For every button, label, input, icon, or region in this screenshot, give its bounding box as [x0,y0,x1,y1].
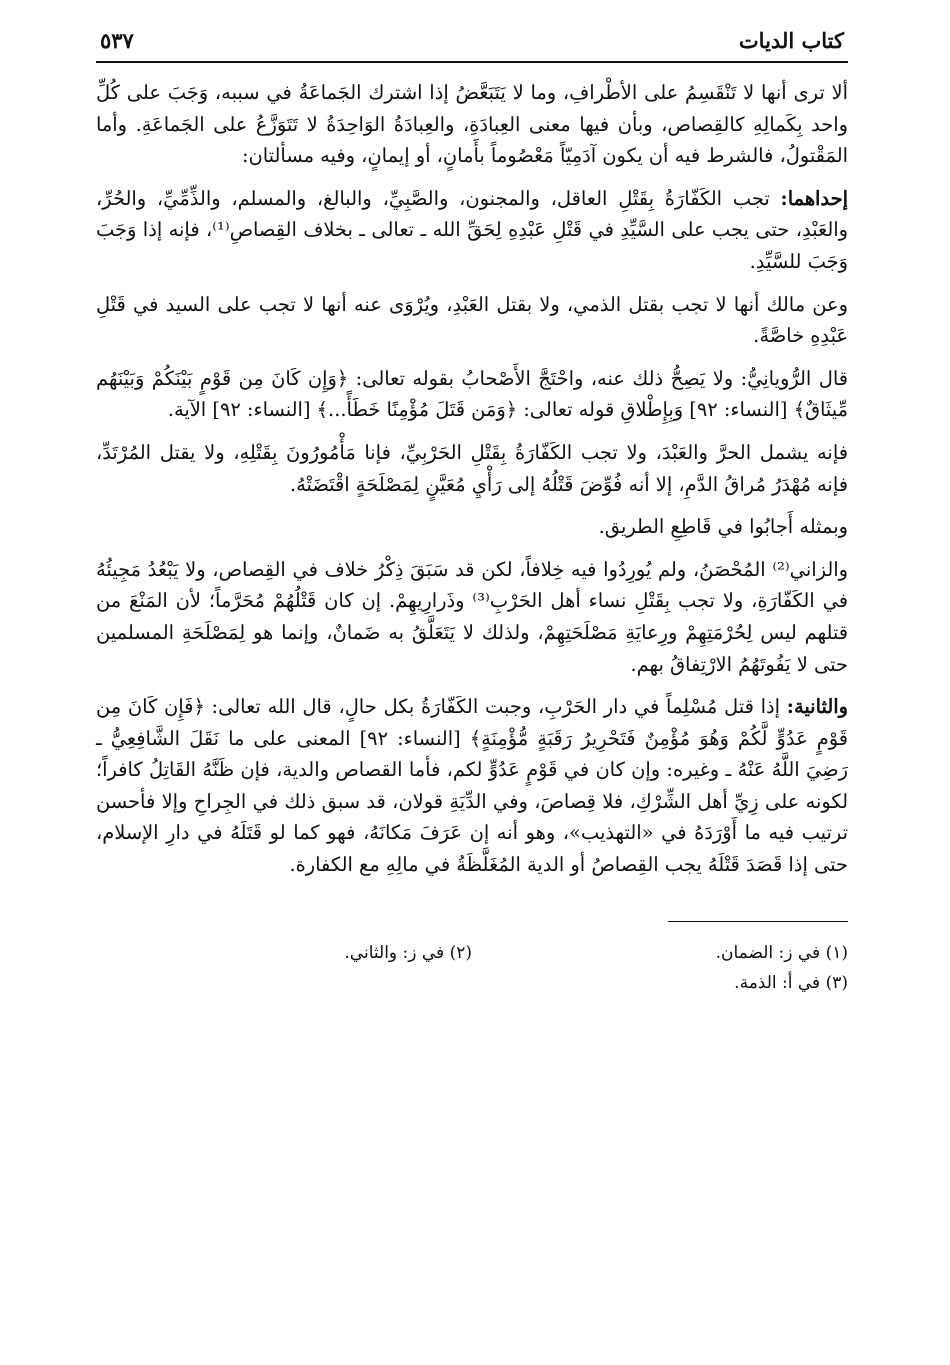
paragraph-lead: إحداهما: [780,186,848,210]
footnote-row [96,968,848,998]
main-text [96,77,848,881]
footnote-3: (٣) في أ: الذمة. [734,972,848,993]
paragraph [96,437,848,500]
paragraph-body: ألا ترى أنها لا تَنْقَسِمُ على الأطْرافِ، وما لا يَتَبَعَّضُ إذا اشترك الجَماعَةُ في سببه، وَجَبَ على كُلِّ واحد بِكَمالِهِ كالقِصاص، وبأن فيها معنى العِبادَةِ، والعِبادَةُ الوَاحِدَةُ لا تَتَوَزَّعُ على الجَماعَةِ. وأما المَقْتولُ، فالشرط فيه أن يكون آدَمِيّاً مَعْصُوماً بأَمانٍ، أو إيمانٍ، وفيه مسألتان: [96,81,848,168]
paragraph-lead: والثانية: [786,695,849,719]
page-number: ٥٣٧ [100,28,134,53]
footnote-row [96,938,848,968]
paragraph [96,77,848,172]
paragraph-body: تجب الكَفّارَةُ بِقَتْلِ العاقل، والمجنون، والصَّبِيِّ، والبالغ، والمسلم، والذِّمِّيِّ، والحُرِّ، والعَبْدِ، حتى يجب على السَّيِّدِ في قَتْلِ عَبْدِهِ لِحَقِّ الله ـ تعالى ـ بخلاف القِصاصِ⁽¹⁾، فإنه إذا وَجَبَ وَجَبَ للسَّيِّدِ. [96,186,848,273]
paragraph [96,691,848,881]
paragraph-body: إذا قتل مُسْلِماً في دار الحَرْبِ، وجبت الكَفّارَةُ بكل حالٍ، قال الله تعالى: ﴿فَإِن كَانَ مِن قَوْمٍ عَدُوٍّ لَّكُمْ وَهُوَ مُؤْمِنٌ فَتَحْرِيرُ رَقَبَةٍ مُّؤْمِنَةٍ﴾ [النساء: ٩٢] المعنى على ما نَقَلَ الشَّافِعِيُّ ـ رَضِيَ اللَّهُ عَنْهُ ـ وغيره: وإن كان في قَوْمٍ عَدُوٍّ لكم، فأما القصاص والدية، فإن ظَنَّهُ القَاتِلُ كافراً؛ لكونه على زِيِّ أهل الشِّرْكِ، فلا قِصاصَ، وفي الدِّيَةِ قولان، قد سبق ذلك في الجِراحِ وإلا فأحسن ترتيب فيه ما أَوْرَدَهُ في «التهذيب»، وهو أنه إن عَرَفَ مَكانَهُ، فهو كما لو قَتَلَهُ في دارِ الإسلام، حتى إذا قَصَدَ قَتْلَهُ يجب القِصاصُ أو الدية المُغَلَّظَةُ في مالِهِ مع الكفارة. [96,695,848,877]
footnote-2: (٢) في ز: والثاني. [344,942,472,963]
footnotes [96,938,848,998]
footnote-divider [668,921,848,922]
paragraph-body: وعن مالك أنها لا تجب بقتل الذمي، ولا بقتل العَبْدِ، ويُرْوَى عنه أنها لا تجب على السيد في قَتْلِ عَبْدِهِ خاصَّةً. [96,292,848,348]
footnote-1: (١) في ز: الضمان. [715,942,848,963]
paragraph [96,511,848,543]
paragraph [96,363,848,426]
paragraph [96,289,848,352]
book-page [96,28,848,998]
paragraph-body: قال الرُّويانِيُّ: ولا يَصِحُّ ذلك عنه، واحْتَجَّ الأَصْحابُ بقوله تعالى: ﴿وَإِن كَانَ مِن قَوْمٍ بَيْنَكُمْ وَبَيْنَهُم مِّيثَاقٌ﴾ [النساء: ٩٢] وَبِإِطْلاقِ قوله تعالى: ﴿وَمَن قَتَلَ مُؤْمِنًا خَطَأً...﴾ [النساء: ٩٢] الآية. [96,366,848,422]
chapter-title: كتاب الديات [738,28,844,53]
paragraph [96,183,848,278]
paragraph-body: والزاني⁽²⁾ المُحْصَنُ، ولم يُورِدُوا فيه خِلافاً، لكن قد سَبَقَ ذِكْرُ خلاف في القِصاص، ولا يَبْعُدُ مَجِيئُهُ في الكَفّارَةِ، ولا تجب بِقَتْلِ نساء أهل الحَرْبِ⁽³⁾ وذَرارِيهِمْ. إن كان قَتْلُهُمْ مُحَرَّماً؛ لأن المَنْعَ من قتلهم ليس لِحُرْمَتِهِمْ ورِعايَةِ مَصْلَحَتِهِمْ، ولذلك لا يَتَعَلَّقُ به ضَمانٌ، وإنما هو لِمَصْلَحَةِ المسلمين حتى لا يَفُوتَهُمُ الارْتِفاقُ بهم. [96,557,849,676]
running-header [96,28,848,63]
paragraph-body: فإنه يشمل الحرَّ والعَبْدَ، ولا تجب الكَفّارَةُ بِقَتْلِ الحَرْبِيِّ، فإنا مَأْمُورُونَ بِقَتْلِهِ، ولا يقتل المُرْتَدِّ، فإنه مُهْدَرُ مُراقُ الدَّمِ، إلا أنه فُوِّضَ قَتْلُهُ إلى رَأْيِ مُعَيَّنٍ لِمَصْلَحَةٍ اقْتَضَتْهُ. [96,440,848,496]
paragraph [96,554,848,680]
paragraph-body: وبمثله أَجابُوا في قَاطِعِ الطريق. [598,515,848,539]
